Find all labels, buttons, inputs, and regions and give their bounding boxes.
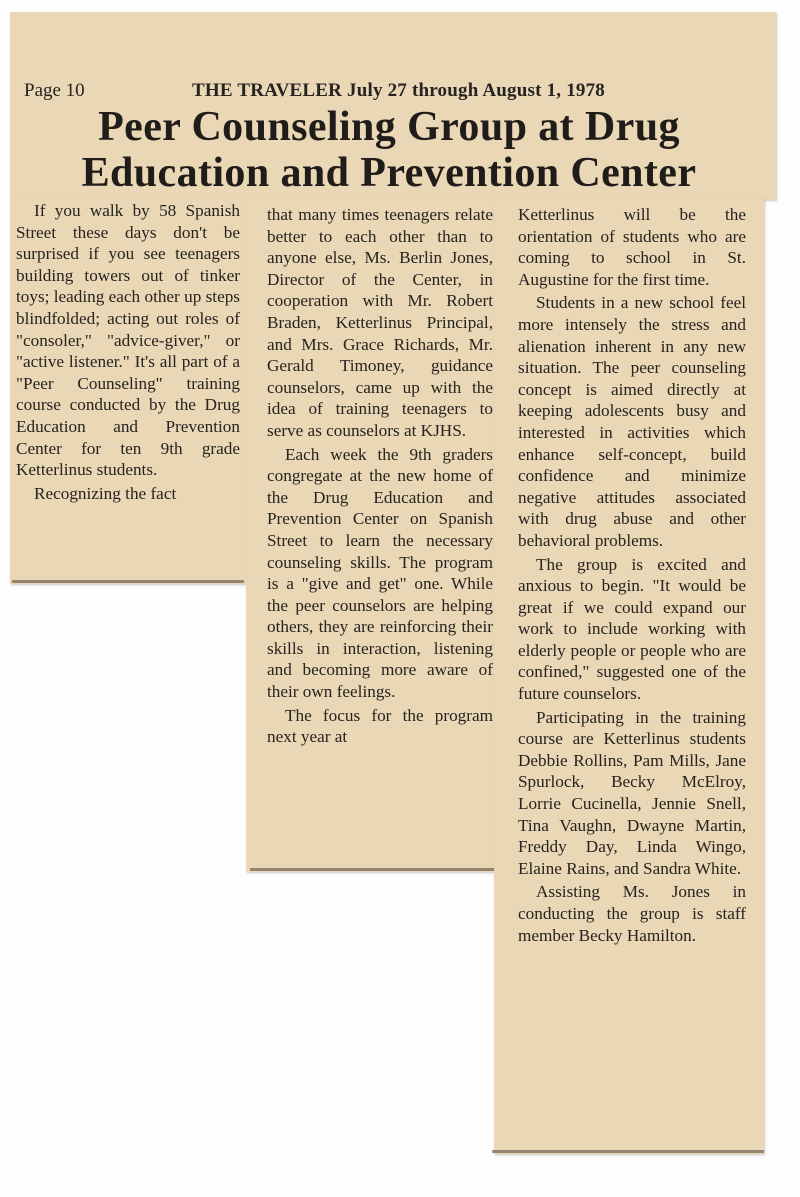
article-column-1 xyxy=(16,200,240,504)
headline xyxy=(24,104,754,196)
paragraph: Each week the 9th graders congregate at the new home of the Drug Education and Prevention Center on Spanish Street to learn the necessary counseling skills. The program is a "give and get" one. While the peer counselors are helping others, they are reinforcing their skills in interaction, listening and becoming more aware of their own feelings. xyxy=(267,444,493,702)
paragraph: If you walk by 58 Spanish Street these days don't be surprised if you see teenagers building towers out of tinker toys; leading each other up steps blindfolded; acting out roles of "consoler," "advice-giver," or "active listener." It's all part of a "Peer Counseling" training course conducted by the Drug Education and Prevention Center for ten 9th grade Ketterlinus students. xyxy=(16,201,240,480)
paragraph: Recognizing the fact xyxy=(34,483,177,503)
clipping-edge-column2 xyxy=(250,868,494,871)
headline-line-1: Peer Counseling Group at Drug xyxy=(98,104,680,150)
article-column-3 xyxy=(518,204,746,946)
paragraph: The group is excited and anxious to begin. "It would be great if we could expand our work to include working with elderly people or people who are confined," suggested one of the future counselors. xyxy=(518,554,746,704)
paragraph: Assisting Ms. Jones in conducting the group is staff member Becky Hamilton. xyxy=(518,882,746,945)
headline-line-2: Education and Prevention Center xyxy=(81,150,697,196)
paragraph: that many times teenagers relate better to each other than to anyone else, Ms. Berlin Jones, Director of the Center, in cooperation with Mr. Robert Braden, Ketterlinus Principal, and Mrs. Grace Richards, Mr. Gerald Timoney, guidance counselors, came up with the idea of training teenagers to serve as counselors at KJHS. xyxy=(267,205,493,440)
paragraph: The focus for the program next year at xyxy=(267,705,493,747)
paragraph: Ketterlinus will be the orientation of students who are coming to school in St. Augustine for the first time. xyxy=(518,205,746,289)
clipping-edge-column1 xyxy=(12,580,244,583)
article-column-2 xyxy=(267,204,493,748)
clipping-edge-column3 xyxy=(492,1150,764,1153)
paragraph: Students in a new school feel more intensely the stress and alienation inherent in any new situation. The peer counseling concept is aimed directly at keeping adolescents busy and interested in activities which enhance self-concept, build confidence and minimize negative attitudes associated with drug abuse and other behavioral problems. xyxy=(518,293,746,550)
dateline xyxy=(24,80,744,102)
page-number: Page 10 xyxy=(24,80,85,101)
publication-line: THE TRAVELER July 27 through August 1, 1978 xyxy=(192,80,605,101)
paragraph: Participating in the training course are Ketterlinus students Debbie Rollins, Pam Mills, Jane Spurlock, Becky McElroy, Lorrie Cucinella, Jennie Snell, Tina Vaughn, Dwayne Martin, Freddy Day, Linda Wingo, Elaine Rains, and Sandra White. xyxy=(518,707,746,878)
